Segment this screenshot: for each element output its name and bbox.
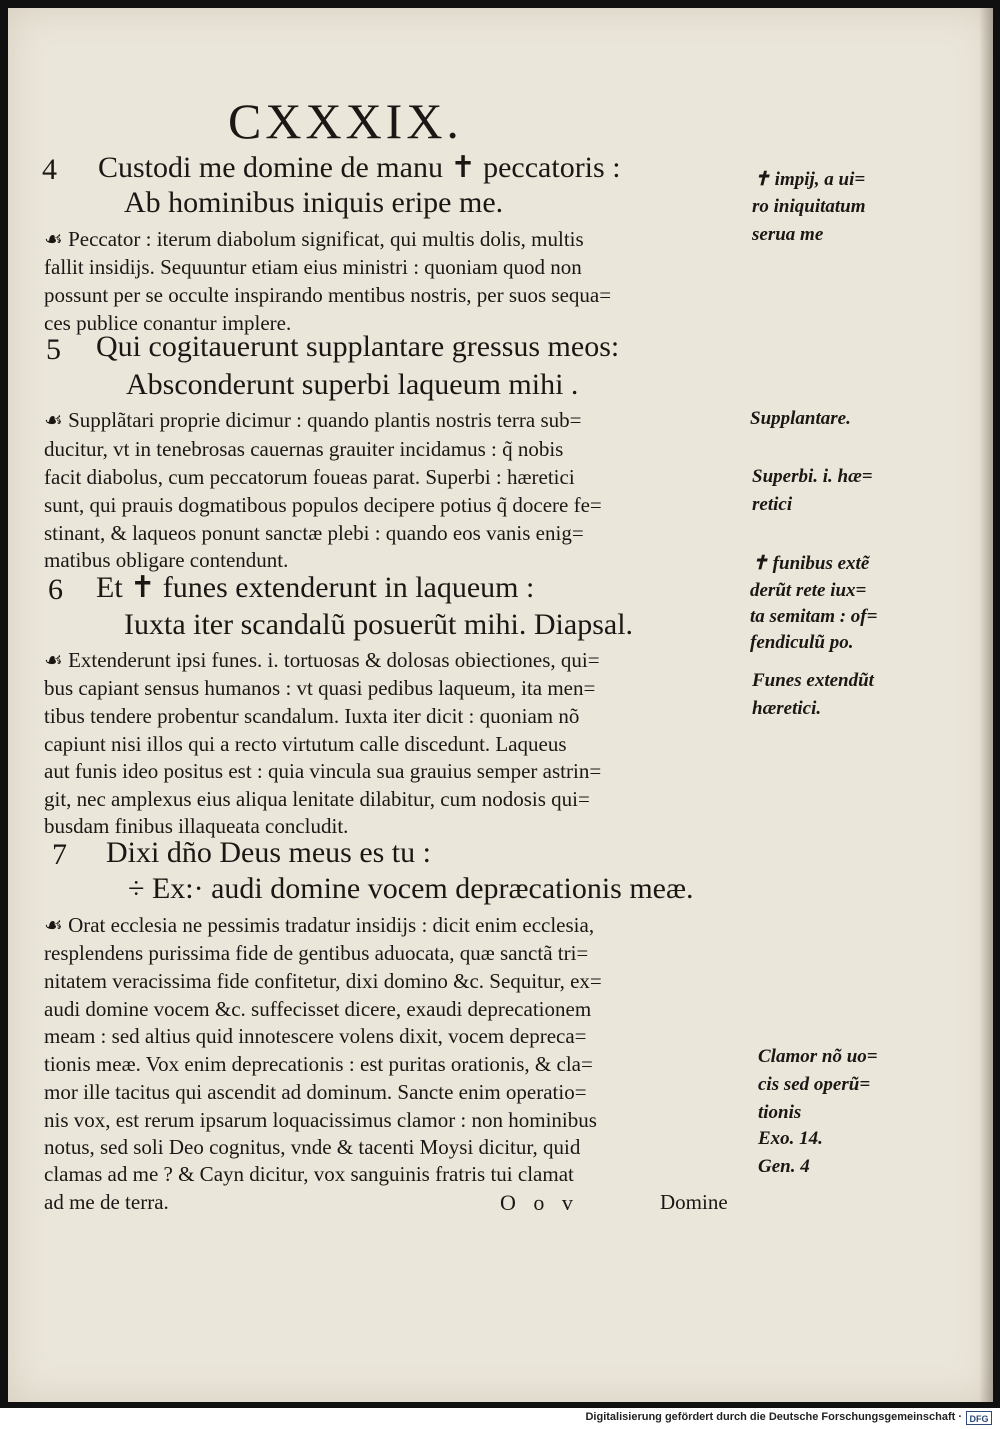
marginal-note: Exo. 14. <box>758 1128 823 1149</box>
verse-number: 4 <box>42 153 57 186</box>
verse-number: 7 <box>52 838 67 871</box>
marginal-note: Clamor nõ uo= <box>758 1046 878 1067</box>
commentary-line: resplendens purissima fide de gentibus aduocata, quæ sanctã tri= <box>44 941 589 965</box>
verse-line: ÷ Ex:· audi domine vocem depræcationis meæ. <box>128 872 694 905</box>
marginal-note: ro iniquitatum <box>752 196 866 217</box>
commentary-line: matibus obligare contendunt. <box>44 548 289 572</box>
marginal-note: fendiculũ po. <box>750 632 854 653</box>
commentary-line: audi domine vocem &c. suffecisset dicere, exaudi deprecationem <box>44 997 592 1021</box>
page-edge-shadow <box>979 8 993 1402</box>
commentary-line: tionis meæ. Vox enim deprecationis : est puritas orationis, & cla= <box>44 1052 593 1076</box>
verse-line: Ab hominibus iniquis eripe me. <box>124 186 504 219</box>
commentary-line: tibus tendere probentur scandalum. Iuxta iter dicit : quoniam nõ <box>44 704 580 728</box>
commentary-line: ducitur, vt in tenebrosas cauernas grauiter incidamus : q̃ nobis <box>44 437 564 461</box>
verse-line: Custodi me domine de manu ✝ peccatoris : <box>98 151 621 184</box>
commentary-line: capiunt nisi illos qui a recto virtutum calle discedunt. Laqueus <box>44 732 567 756</box>
marginal-note: tionis <box>758 1102 802 1123</box>
commentary-line: clamas ad me ? & Cayn dicitur, vox sanguinis fratris tui clamat <box>44 1162 574 1186</box>
commentary-line: mor ille tacitus qui ascendit ad dominum. Sancte enim operatio= <box>44 1080 587 1104</box>
commentary-line: busdam finibus illaqueata concludit. <box>44 814 349 838</box>
verse-line: Absconderunt superbi laqueum mihi . <box>126 368 579 401</box>
commentary-line: possunt per se occulte inspirando mentibus nostris, per suos sequa= <box>44 283 612 307</box>
verse-line: Qui cogitauerunt supplantare gressus meos: <box>96 330 620 363</box>
signature-mark: O o v <box>500 1190 579 1215</box>
commentary-line: nitatem veracissima fide confitetur, dixi domino &c. Sequitur, ex= <box>44 969 602 993</box>
verse-line: Iuxta iter scandalũ posuerũt mihi. Diapsal. <box>124 608 634 641</box>
marginal-note: hæretici. <box>752 698 822 719</box>
marginal-note: ta semitam : of= <box>750 606 878 627</box>
commentary-line: aut funis ideo positus est : quia vincula sua grauius semper astrin= <box>44 759 602 783</box>
dfg-logo: DFG <box>966 1411 992 1425</box>
marginal-note: cis sed operũ= <box>758 1074 871 1095</box>
commentary-line: ☙ Peccator : iterum diabolum significat, qui multis dolis, multis <box>44 227 584 251</box>
commentary-line: ☙ Supplãtari proprie dicimur : quando plantis nostris terra sub= <box>44 408 582 432</box>
commentary-line: notus, sed soli Deo cognitus, vnde & tacenti Moysi dicitur, quid <box>44 1135 581 1159</box>
marginal-note: Superbi. i. hæ= <box>752 466 873 487</box>
marginal-note: ✝ funibus extẽ <box>752 553 870 574</box>
commentary-line: ☙ Extenderunt ipsi funes. i. tortuosas & dolosas obiectiones, qui= <box>44 648 600 672</box>
verse-line: Et ✝ funes extenderunt in laqueum : <box>96 571 535 604</box>
commentary-line: stinant, & laqueos ponunt sanctæ plebi : quando eos vanis enig= <box>44 521 584 545</box>
commentary-line: meam : sed altius quid innotescere volens dixit, vocem depreca= <box>44 1024 587 1048</box>
marginal-note: serua me <box>752 224 824 245</box>
commentary-line: nis vox, est rerum ipsarum loquacissimus clamor : non hominibus <box>44 1108 597 1132</box>
footer-credit: Digitalisierung gefördert durch die Deutsche Forschungsgemeinschaft · <box>585 1411 962 1423</box>
commentary-line: bus capiant sensus humanos : vt quasi pedibus laqueum, ita men= <box>44 676 596 700</box>
marginal-note: Gen. 4 <box>758 1156 810 1177</box>
commentary-line: ☙ Orat ecclesia ne pessimis tradatur insidijs : dicit enim ecclesia, <box>44 913 595 937</box>
commentary-line: ces publice conantur implere. <box>44 311 292 335</box>
commentary-line: fallit insidijs. Sequuntur etiam eius ministri : quoniam quod non <box>44 255 582 279</box>
marginal-note: Funes extendũt <box>752 670 874 691</box>
commentary-line: sunt, qui prauis dogmatibous populos decipere potius q̃ docere fe= <box>44 493 602 517</box>
catchword: Domine <box>660 1190 728 1214</box>
marginal-note: ✝ impij, a ui= <box>754 169 866 190</box>
marginal-note: retici <box>752 494 793 515</box>
marginal-note: Supplantare. <box>750 408 851 429</box>
digitization-footer <box>0 1408 1000 1429</box>
verse-number: 5 <box>46 333 61 366</box>
folio-number: CXXXIX. <box>228 93 463 149</box>
verse-line: Dixi dño Deus meus es tu : <box>106 836 431 869</box>
commentary-line: ad me de terra. <box>44 1190 169 1214</box>
verse-number: 6 <box>48 573 63 606</box>
commentary-line: git, nec amplexus eius aliqua lenitate dilabitur, cum nodosis qui= <box>44 787 590 811</box>
marginal-note: derũt rete iux= <box>750 580 867 601</box>
commentary-line: facit diabolus, cum peccatorum foueas parat. Superbi : hæretici <box>44 465 575 489</box>
